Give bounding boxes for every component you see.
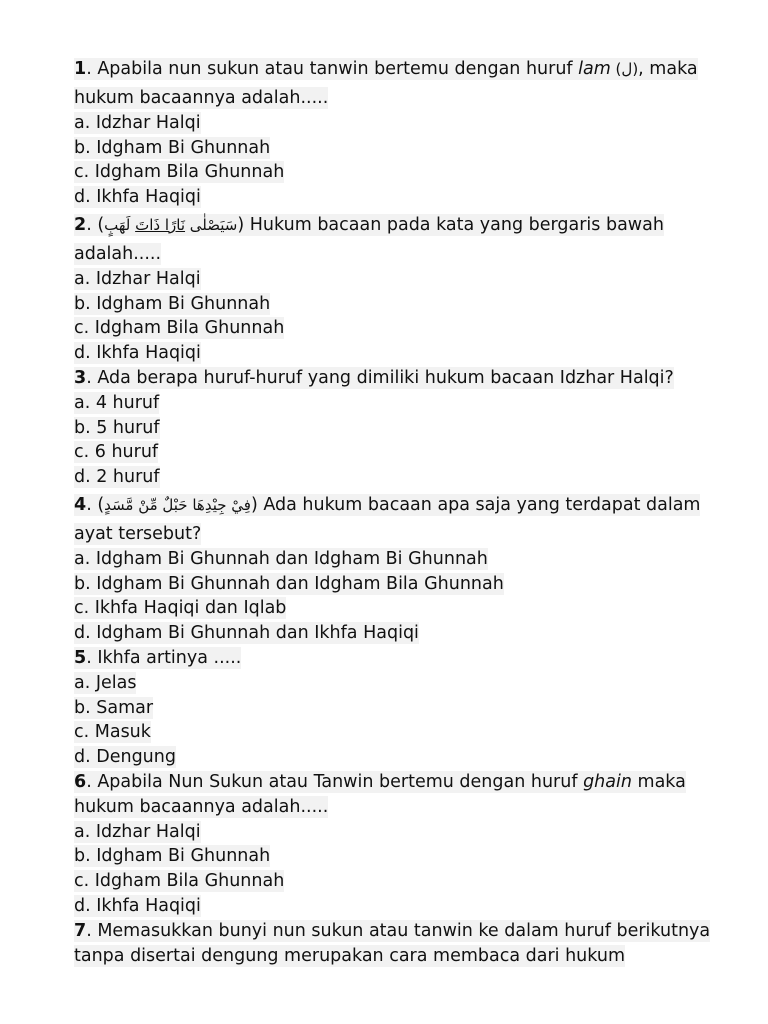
- question-1-option-d: d. Ikhfa Haqiqi: [74, 187, 201, 208]
- question-5-option-a: a. Jelas: [74, 672, 137, 693]
- question-5-line-1: 5. Ikhfa artinya .....: [74, 647, 242, 668]
- question-2-number: 2: [74, 214, 87, 235]
- question-5-option-c: c. Masuk: [74, 722, 151, 743]
- question-6-line-2: hukum bacaannya adalah.....: [74, 796, 329, 817]
- question-2-option-b: b. Idgham Bi Ghunnah: [74, 293, 271, 314]
- question-2-underlined-word: نَارًا ذَاتَ: [135, 215, 186, 234]
- question-3-line-1: 3. Ada berapa huruf-huruf yang dimiliki hukum bacaan Idzhar Halqi?: [74, 367, 674, 388]
- question-4-verse: فِيْ جِيْدِهَا حَبْلٌ مِّنْ مَّسَدٍ: [104, 495, 251, 514]
- question-6-option-c: c. Idgham Bila Ghunnah: [74, 871, 285, 892]
- question-6-option-d: d. Ikhfa Haqiqi: [74, 895, 201, 916]
- question-4-line-2: ayat tersebut?: [74, 523, 202, 544]
- question-1-option-c: c. Idgham Bila Ghunnah: [74, 162, 285, 183]
- question-3-number: 3: [74, 367, 87, 388]
- question-5-option-d: d. Dengung: [74, 747, 176, 768]
- question-2-option-a: a. Idzhar Halqi: [74, 268, 201, 289]
- question-6-line-1: 6. Apabila Nun Sukun atau Tanwin bertemu dengan huruf ghain maka: [74, 771, 686, 792]
- question-7-line-1: 7. Memasukkan bunyi nun sukun atau tanwin ke dalam huruf berikutnya: [74, 920, 711, 941]
- question-4-option-a: a. Idgham Bi Ghunnah dan Idgham Bi Ghunnah: [74, 548, 488, 569]
- question-1-option-a: a. Idzhar Halqi: [74, 112, 201, 133]
- document-page: [74, 54, 734, 968]
- question-4-option-c: c. Ikhfa Haqiqi dan Iqlab: [74, 598, 287, 619]
- question-7-number: 7: [74, 920, 87, 941]
- question-1-line-1: 1. Apabila nun sukun atau tanwin bertemu dengan huruf lam (ل), maka: [74, 59, 698, 79]
- question-2-option-d: d. Ikhfa Haqiqi: [74, 343, 201, 364]
- question-2-option-c: c. Idgham Bila Ghunnah: [74, 318, 285, 339]
- question-2-line-2: adalah.....: [74, 243, 162, 264]
- question-3-option-c: c. 6 huruf: [74, 442, 159, 463]
- question-4-line-1: 4. (فِيْ جِيْدِهَا حَبْلٌ مِّنْ مَّسَدٍ) Ada hukum bacaan apa saja yang terdapat dalam: [74, 494, 701, 515]
- question-6-option-b: b. Idgham Bi Ghunnah: [74, 846, 271, 867]
- question-3-option-a: a. 4 huruf: [74, 392, 160, 413]
- question-1-number: 1: [74, 59, 87, 79]
- question-2-verse: سَيَصْلٰى نَارًا ذَاتَ لَهَبٍ: [104, 215, 238, 234]
- question-3-option-d: d. 2 huruf: [74, 467, 160, 488]
- question-6-number: 6: [74, 771, 87, 792]
- question-4-option-b: b. Idgham Bi Ghunnah dan Idgham Bila Ghunnah: [74, 573, 504, 594]
- question-1-option-b: b. Idgham Bi Ghunnah: [74, 137, 271, 158]
- question-3-option-b: b. 5 huruf: [74, 417, 160, 438]
- question-2-line-1: 2. ( سَيَصْلٰى نَارًا ذَاتَ لَهَبٍ ) Hukum bacaan pada kata yang bergaris bawah: [74, 214, 664, 235]
- question-6-option-a: a. Idzhar Halqi: [74, 821, 201, 842]
- question-1-line-2: hukum bacaannya adalah.....: [74, 88, 329, 108]
- question-7-line-2: tanpa disertai dengung merupakan cara membaca dari hukum: [74, 945, 625, 966]
- question-5-number: 5: [74, 647, 87, 668]
- question-4-option-d: d. Idgham Bi Ghunnah dan Ikhfa Haqiqi: [74, 623, 419, 644]
- question-5-option-b: b. Samar: [74, 697, 154, 718]
- question-4-number: 4: [74, 494, 87, 515]
